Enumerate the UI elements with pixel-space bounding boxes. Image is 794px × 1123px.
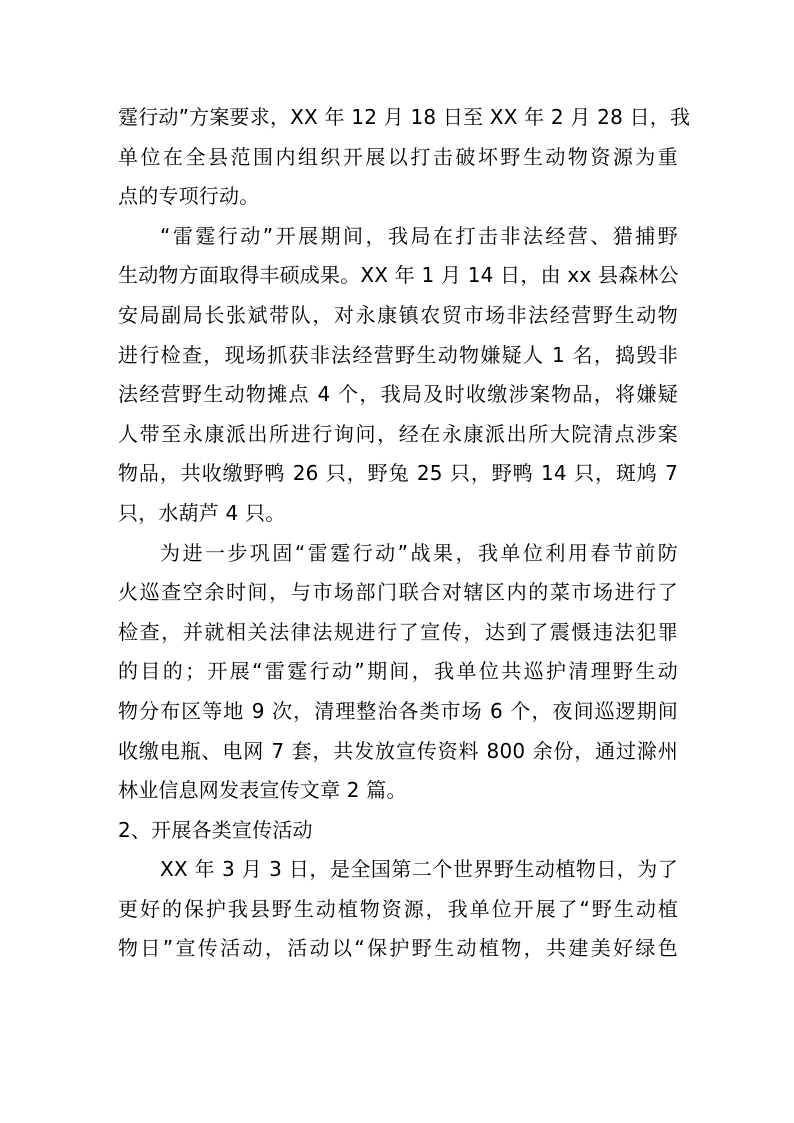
body-line-12: 为进一步巩固“雷霆行动”战果，我单位利用春节前防 — [160, 540, 678, 565]
body-line-21: 更好的保护我县野生动植物资源，我单位开展了“野生动植 — [118, 896, 678, 921]
body-line-2: 单位在全县范围内组织开展以打击破坏野生动物资源为重 — [118, 144, 678, 169]
body-line-8: 法经营野生动物摊点 4 个，我局及时收缴涉案物品，将嫌疑 — [118, 382, 678, 407]
body-line-7: 进行检查，现场抓获非法经营野生动物嫌疑人 1 名，捣毁非 — [118, 342, 678, 367]
body-line-16: 物分布区等地 9 次，清理整治各类市场 6 个，夜间巡逻期间 — [118, 698, 678, 723]
body-line-10: 物品，共收缴野鸭 26 只，野兔 25 只，野鸭 14 只，斑鸠 7 — [118, 461, 678, 486]
body-line-6: 安局副局长张斌带队，对永康镇农贸市场非法经营野生动物 — [118, 302, 678, 327]
body-line-1: 霆行动”方案要求，XX 年 12 月 18 日至 XX 年 2 月 28 日，我 — [118, 105, 691, 129]
body-line-11: 只，水葫芦 4 只。 — [118, 500, 286, 525]
body-line-5: 生动物方面取得丰硕成果。XX 年 1 月 14 日，由 xx 县森林公 — [118, 263, 679, 288]
body-line-13: 火巡查空余时间，与市场部门联合对辖区内的菜市场进行了 — [118, 580, 678, 605]
body-line-4: “雷霆行动”开展期间，我局在打击非法经营、猎捕野 — [160, 223, 678, 248]
body-line-22: 物日”宣传活动，活动以“保护野生动植物，共建美好绿色 — [118, 936, 678, 961]
document-body — [118, 98, 691, 969]
body-line-17: 收缴电瓶、电网 7 套，共发放宣传资料 800 余份，通过滁州 — [118, 738, 678, 763]
body-line-3: 点的专项行动。 — [118, 184, 260, 209]
body-line-14: 检查，并就相关法律法规进行了宣传，达到了震慑违法犯罪 — [118, 619, 678, 644]
body-line-9: 人带至永康派出所进行询问，经在永康派出所大院清点涉案 — [118, 421, 678, 446]
body-line-20: XX 年 3 月 3 日，是全国第二个世界野生动植物日，为了 — [160, 857, 678, 882]
body-line-15: 的目的；开展“雷霆行动”期间，我单位共巡护清理野生动 — [118, 659, 678, 684]
body-line-18: 林业信息网发表宣传文章 2 篇。 — [118, 778, 407, 803]
section-heading: 2、开展各类宣传活动 — [118, 817, 313, 842]
